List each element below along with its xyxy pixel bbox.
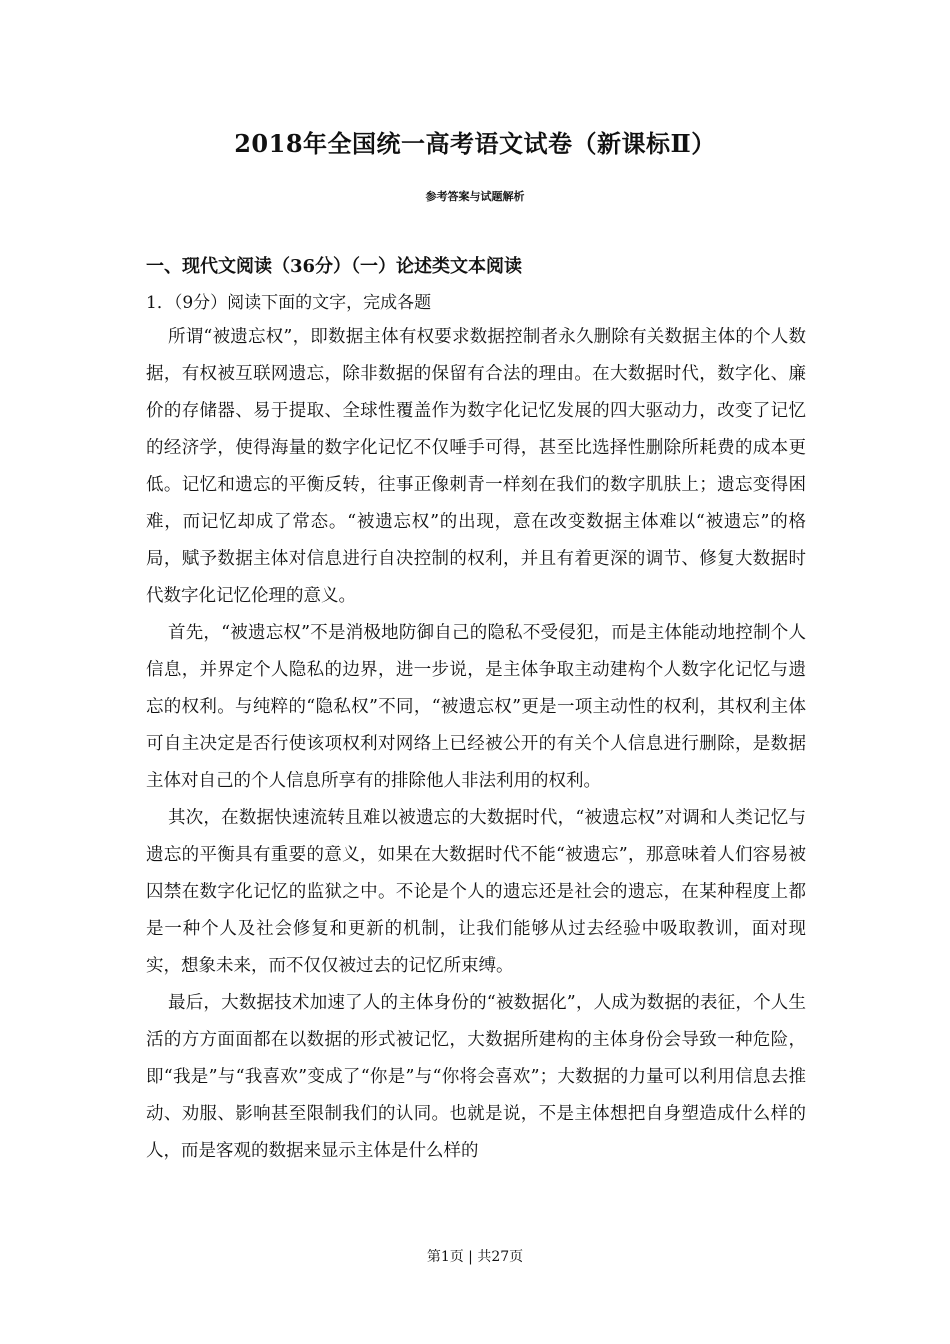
- paragraph-1: 所谓“被遗忘权”，即数据主体有权要求数据控制者永久删除有关数据主体的个人数据，有权被互联网遗忘，除非数据的保留有合法的理由。在大数据时代，数字化、廉价的存储器、易于提取、全球性覆盖作为数字化记忆发展的四大驱动力，改变了记忆的经济学，使得海量的数字化记忆不仅唾手可得，甚至比选择性删除所耗费的成本更低。记忆和遗忘的平衡反转，往事正像刺青一样刻在我们的数字肌肤上；遗忘变得困难，而记忆却成了常态。“被遗忘权”的出现，意在改变数据主体难以“被遗忘”的格局，赋予数据主体对信息进行自决控制的权利，并且有着更深的调节、修复大数据时代数字化记忆伦理的意义。: [146, 327, 806, 606]
- reading-passage: [146, 319, 806, 1170]
- document-title: 2018年全国统一高考语文试卷（新课标Ⅱ）: [234, 129, 716, 158]
- section-heading: 一、现代文阅读（36分）（一）论述类文本阅读: [146, 256, 523, 277]
- paragraph-3: 其次，在数据快速流转且难以被遗忘的大数据时代，“被遗忘权”对调和人类记忆与遗忘的平衡具有重要的意义，如果在大数据时代不能“被遗忘”，那意味着人们容易被囚禁在数字化记忆的监狱之中。不论是个人的遗忘还是社会的遗忘，在某种程度上都是一种个人及社会修复和更新的机制，让我们能够从过去经验中吸取教训，面对现实，想象未来，而不仅仅被过去的记忆所束缚。: [146, 808, 806, 976]
- paragraph-4: 最后，大数据技术加速了人的主体身份的“被数据化”，人成为数据的表征，个人生活的方方面面都在以数据的形式被记忆，大数据所建构的主体身份会导致一种危险，即“我是”与“我喜欢”变成了“你是”与“你将会喜欢”；大数据的力量可以利用信息去推动、劝服、影响甚至限制我们的认同。也就是说，不是主体想把自身塑造成什么样的人，而是客观的数据来显示主体是什么样的: [146, 993, 806, 1161]
- paragraph-2: 首先，“被遗忘权”不是消极地防御自己的隐私不受侵犯，而是主体能动地控制个人信息，并界定个人隐私的边界，进一步说，是主体争取主动建构个人数字化记忆与遗忘的权利。与纯粹的“隐私权”不同，“被遗忘权”更是一项主动性的权利，其权利主体可自主决定是否行使该项权利对网络上已经被公开的有关个人信息进行删除，是数据主体对自己的个人信息所享有的排除他人非法利用的权利。: [146, 623, 806, 791]
- page-footer: 第1页 | 共27页: [426, 1249, 524, 1265]
- document-subtitle: 参考答案与试题解析: [425, 190, 525, 203]
- question-line: 1．（9分）阅读下面的文字，完成各题: [146, 293, 432, 313]
